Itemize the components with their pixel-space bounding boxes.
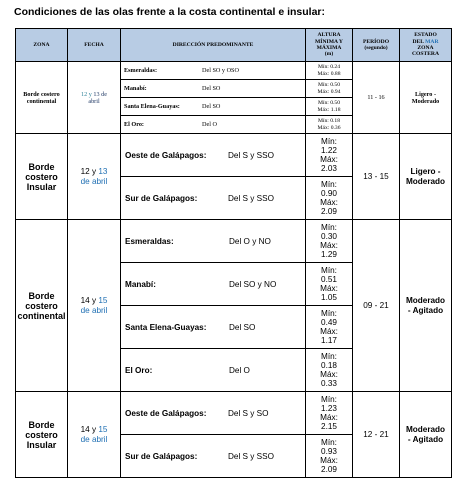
direccion-cell: Esmeraldas: Del O y NO [121, 220, 306, 263]
direccion-cell: Oeste de Galápagos: Del S y SSO [121, 134, 306, 177]
table-row [16, 62, 452, 80]
waves-table [15, 28, 452, 478]
periodo-cell: 09 - 21 [353, 220, 400, 392]
header-estado: ESTADO DEL MAR ZONA COSTERA [400, 29, 452, 62]
periodo-cell: 11 - 16 [353, 62, 400, 134]
altura-cell: Mín: 0.30 Máx: 1.29 [306, 220, 353, 263]
header-direccion: DIRECCIÓN PREDOMINANTE [121, 29, 306, 62]
altura-cell: Mín: 0.50 Máx: 0.94 [306, 80, 353, 98]
header-periodo: PERÍODO (segundo) [353, 29, 400, 62]
altura-cell: Mín: 1.23 Máx: 2.15 [306, 392, 353, 435]
page-title: Condiciones de las olas frente a la costa continental e insular: [14, 6, 326, 18]
table-row [16, 220, 452, 263]
header-row [16, 29, 452, 62]
direccion-cell: Sur de Galápagos: Del S y SSO [121, 435, 306, 478]
table-row [16, 392, 452, 435]
direccion-cell: El Oro: Del O [121, 349, 306, 392]
zona-cell: Borde costero continental [16, 220, 68, 392]
direccion-cell: Sur de Galápagos: Del S y SSO [121, 177, 306, 220]
estado-cell: Moderado - Agitado [400, 220, 452, 392]
direccion-cell: Santa Elena-Guayas: Del SO [121, 306, 306, 349]
altura-cell: Mín: 0.93 Máx: 2.09 [306, 435, 353, 478]
altura-cell: Mín: 1.22 Máx: 2.03 [306, 134, 353, 177]
altura-cell: Mín: 0.50 Máx: 1.18 [306, 98, 353, 116]
altura-cell: Mín: 0.49 Máx: 1.17 [306, 306, 353, 349]
altura-cell: Mín: 0.24 Máx: 0.88 [306, 62, 353, 80]
estado-cell: Ligero - Moderado [400, 62, 452, 134]
header-fecha: FECHA [68, 29, 121, 62]
zona-cell: Borde costero continental [16, 62, 68, 134]
fecha-cell: 14 y 15 de abril [68, 392, 121, 478]
fecha-cell: 12 y 13 de abril [68, 62, 121, 134]
estado-cell: Moderado - Agitado [400, 392, 452, 478]
periodo-cell: 12 - 21 [353, 392, 400, 478]
periodo-cell: 13 - 15 [353, 134, 400, 220]
direccion-cell: El Oro: Del O [121, 116, 306, 134]
estado-cell: Ligero - Moderado [400, 134, 452, 220]
fecha-cell: 12 y 13 de abril [68, 134, 121, 220]
zona-cell: Borde costero Insular [16, 392, 68, 478]
direccion-cell: Manabí: Del SO y NO [121, 263, 306, 306]
direccion-cell: Esmeraldas: Del SO y OSO [121, 62, 306, 80]
zona-cell: Borde costero Insular [16, 134, 68, 220]
altura-cell: Mín: 0.18 Máx: 0.36 [306, 116, 353, 134]
direccion-cell: Manabí: Del SO [121, 80, 306, 98]
fecha-cell: 14 y 15 de abril [68, 220, 121, 392]
direccion-cell: Santa Elena-Guayas: Del SO [121, 98, 306, 116]
header-zona: ZONA [16, 29, 68, 62]
altura-cell: Mín: 0.51 Máx: 1.05 [306, 263, 353, 306]
table-row [16, 134, 452, 177]
altura-cell: Mín: 0.90 Máx: 2.09 [306, 177, 353, 220]
direccion-cell: Oeste de Galápagos: Del S y SO [121, 392, 306, 435]
header-altura: ALTURA MÍNIMA Y MÁXIMA (m) [306, 29, 353, 62]
altura-cell: Mín: 0.18 Máx: 0.33 [306, 349, 353, 392]
